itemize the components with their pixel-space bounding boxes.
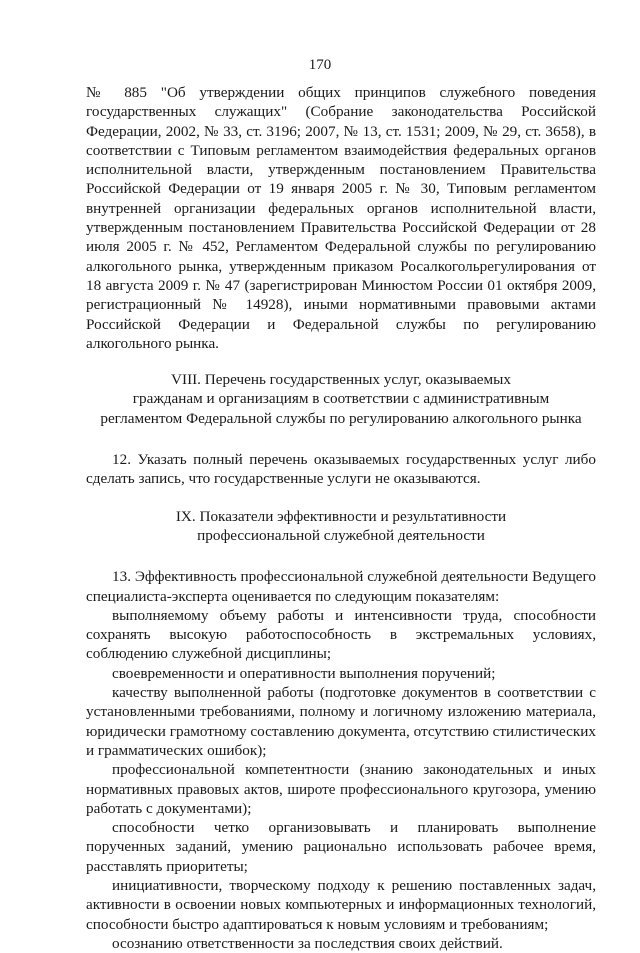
section-8-heading-line: регламентом Федеральной службы по регулированию алкогольного рынка [100,409,582,427]
section-8-heading-line: гражданам и организациям в соответствии с административным [132,390,550,408]
section-9-paragraph: осознанию ответственности за последствия своих действий. [112,934,503,952]
section-9-paragraph: инициативности, творческому подходу к решению поставленных задач, активности в освоении новых компьютерных и информационных технологий, способности быстро адаптироваться к новым условиям и требованиям; [86,876,596,933]
document-body [86,83,596,953]
section-9-heading [86,507,596,546]
section-9-paragraph: качеству выполненной работы (подготовке документов в соответствии с установленными требованиями, полному и логичному изложению материала, юридически грамотному составлению документа, отсутствию стилистических и грамматических ошибок); [86,684,596,759]
section-8-heading [86,370,596,428]
page-number: 170 [308,57,332,73]
section-9-paragraph: своевременности и оперативности выполнения поручений; [112,664,496,682]
section-9-heading-line: IX. Показатели эффективности и результативности [175,507,507,525]
section-9-paragraph: 13. Эффективность профессиональной служебной деятельности Ведущего специалиста-эксперта оценивается по следующим показателям: [86,568,596,605]
section-9-paragraph: выполняемому объему работы и интенсивности труда, способности сохранять высокую работоспособность в экстремальных условиях, соблюдению служебной дисциплины; [86,606,596,663]
section-9-paragraph: профессиональной компетентности (знанию законодательных и иных нормативных правовых актов, широте профессионального кругозора, умению работать с документами); [86,761,596,817]
section-9-heading-line: профессиональной служебной деятельности [197,526,485,544]
section-9-paragraph: способности четко организовывать и планировать выполнение порученных заданий, умению рационально использовать рабочее время, расставлять приоритеты; [86,819,596,875]
section-8-paragraph: 12. Указать полный перечень оказываемых государственных услуг либо сделать запись, что государственные услуги не оказываются. [86,451,596,488]
intro-paragraph: № 885 "Об утверждении общих принципов служебного поведения государственных служащих" (Собрание законодательства Российской Федерации, 2002, № 33, ст. 3196; 2007, № 13, ст. 1531; 2009, № 29, ст. 3658), в соответствии с Типовым регламентом взаимодействия федеральных органов исполнительной власти, утвержденным постановлением Правительства Российской Федерации от 19 января 2005 г. № 30, Типовым регламентом внутренней организации федеральных органов исполнительной власти, утвержденным постановлением Правительства Российской Федерации от 28 июля 2005 г. № 452, Регламентом Федеральной службы по регулированию алкогольного рынка, утвержденным приказом Росалкогольрегулирования от 18 августа 2009 г. № 47 (зарегистрирован Минюстом России 01 октября 2009, регистрационный № 14928), иными нормативными правовыми актами Российской Федерации и Федеральной службы по регулированию алкогольного рынка. [86,84,596,352]
section-8-heading-line: VIII. Перечень государственных услуг, оказываемых [171,371,511,389]
